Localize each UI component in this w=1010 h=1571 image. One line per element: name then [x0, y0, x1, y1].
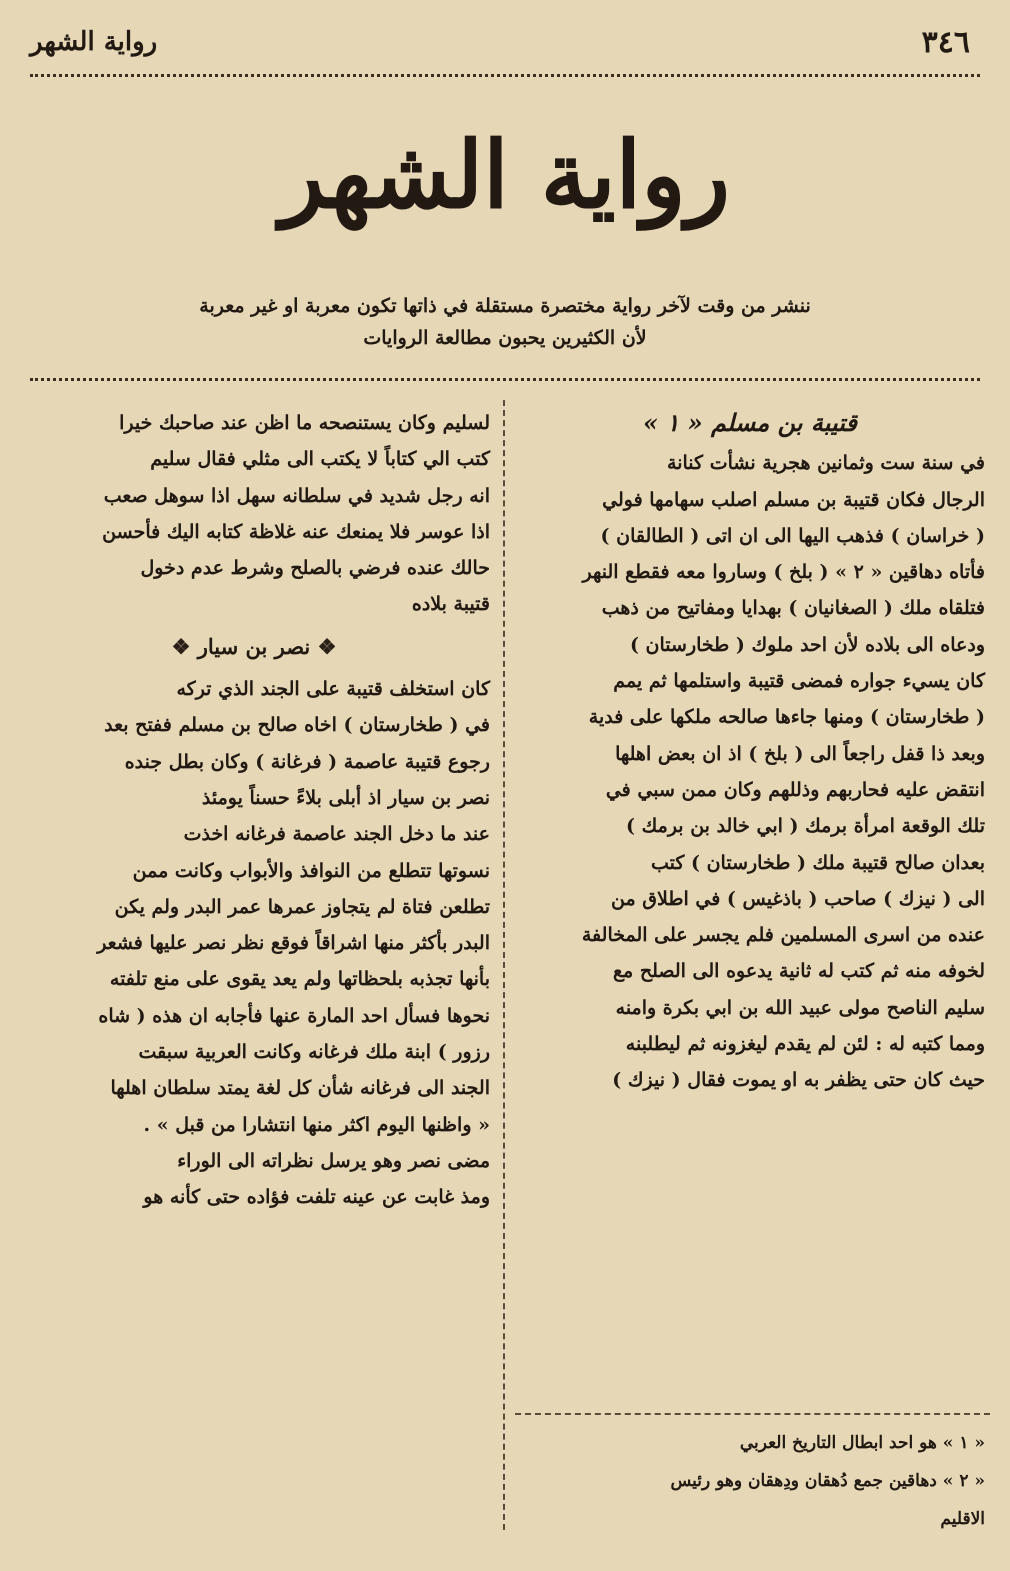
running-title: رواية الشهر: [30, 27, 158, 57]
text-line: عند ما دخل الجند عاصمة فرغانه اخذت: [183, 823, 490, 846]
text-line: رزور ) ابنة ملك فرغانه وكانت العربية سبقت: [138, 1041, 490, 1064]
text-line: كتب الي كتاباً لا يكتب الى مثلي فقال سليم: [150, 448, 490, 471]
left-column-text-a: [18, 405, 490, 623]
footnotes: [515, 1424, 985, 1538]
left-column-text-b: [18, 671, 490, 1215]
text-line: رجوع قتيبة عاصمة ( فرغانة ) وكان بطل جنده: [124, 750, 490, 773]
footnote: الاقليم: [940, 1509, 985, 1529]
page-header: [30, 22, 970, 62]
right-column: [515, 405, 985, 1099]
footnote: « ١ » هو احد ابطال التاريخ العربي: [739, 1433, 985, 1453]
text-line: وبعد ذا قفل راجعاً الى ( بلخ ) اذ ان بعض اهلها: [615, 742, 985, 765]
text-line: عنده من اسرى المسلمين فلم يجسر على المخالفة: [581, 924, 985, 947]
subtitle-line: لأن الكثيرين يحبون مطالعة الروايات: [363, 327, 647, 350]
page-number: ٣٤٦: [921, 24, 970, 60]
text-line: كان يسيء جواره فمضى قتيبة واستلمها ثم يمم: [613, 670, 985, 693]
text-line: لخوفه منه ثم كتب له ثانية يدعوه الى الصلح مع: [612, 960, 985, 983]
text-line: قتيبة بلاده: [411, 593, 490, 616]
section-title-qutaybah: قتيبة بن مسلم « ١ »: [643, 408, 857, 437]
ornament-icon: ❖: [171, 633, 191, 659]
text-line: انه رجل شديد في سلطانه سهل اذا سوهل صعب: [103, 484, 490, 507]
text-line: نحوها فسأل احد المارة عنها فأجابه ان هذه ( شاه: [98, 1004, 490, 1027]
text-line: نصر بن سيار اذ أبلى بلاءً حسناً يومئذ: [201, 786, 490, 809]
text-line: انتقض عليه فحاربهم وذللهم وكان ممن سبي في: [605, 778, 985, 801]
text-line: ( طخارستان ) ومنها جاءها صالحه ملكها على فدية: [588, 706, 985, 729]
text-line: فأتاه دهاقين « ٢ » ( بلخ ) وساروا معه فقطع النهر: [582, 561, 985, 584]
text-line: سليم الناصح مولى عبيد الله بن ابي بكرة وامنه: [615, 996, 985, 1019]
left-column: [18, 405, 490, 1216]
text-line: فتلقاه ملك ( الصغانيان ) بهدايا ومفاتيح من ذهب: [601, 597, 985, 620]
text-line: في ( طخارستان ) اخاه صالح بن مسلم ففتح بعد: [104, 714, 490, 737]
right-column-text: [515, 445, 985, 1098]
section-title-nasr: [18, 629, 490, 665]
text-line: في سنة ست وثمانين هجرية نشأت كنانة: [667, 452, 985, 475]
footnote: « ٢ » دهاقين جمع دُهقان ودِهقان وهو رئيس: [670, 1471, 985, 1491]
text-line: حيث كان حتى يظفر به او يموت فقال ( نيزك ): [612, 1069, 985, 1092]
text-line: البدر بأكثر منها اشراقاً فوقع نظر نصر عليها فشعر: [97, 932, 490, 955]
text-line: تلك الوقعة امرأة برمك ( ابي خالد بن برمك ): [626, 815, 985, 838]
header-dotted-rule: [30, 74, 980, 77]
section-title-text: نصر بن سيار: [197, 633, 311, 659]
text-line: الى ( نيزك ) صاحب ( باذغيس ) في اطلاق من: [611, 887, 985, 910]
text-line: « واظنها اليوم اكثر منها انتشارا من قبل » .: [143, 1113, 490, 1136]
subtitle-line: ننشر من وقت لآخر رواية مختصرة مستقلة في ذاتها تكون معربة او غير معربة: [199, 295, 811, 317]
subtitle-dotted-rule: [30, 378, 980, 381]
text-line: الجند الى فرغانه شأن كل لغة يمتد سلطان اهلها: [110, 1077, 490, 1100]
page-subtitle: [60, 290, 950, 355]
text-line: لسليم وكان يستنصحه ما اظن عند صاحبك خيرا: [119, 412, 490, 434]
ornament-icon: ❖: [310, 633, 337, 659]
text-line: كان استخلف قتيبة على الجند الذي تركه: [176, 678, 490, 701]
text-line: حالك عنده فرضي بالصلح وشرط عدم دخول: [140, 557, 490, 580]
text-line: بعدان صالح قتيبة ملك ( طخارستان ) كتب: [650, 851, 985, 874]
text-line: نسوتها تتطلع من النوافذ والأبواب وكانت ممن: [132, 859, 490, 882]
footnote-rule: [515, 1413, 990, 1415]
text-line: الرجال فكان قتيبة بن مسلم اصلب سهامها فولي: [602, 488, 985, 511]
text-line: ومذ غابت عن عينه تلفت فؤاده حتى كأنه هو: [143, 1186, 490, 1209]
page-title: رواية الشهر: [279, 121, 731, 229]
text-line: تطلعن فتاة لم يتجاوز عمرها عمر البدر ولم يكن: [114, 895, 490, 918]
text-line: ( خراسان ) فذهب اليها الى ان اتى ( الطالقان ): [600, 524, 985, 547]
text-line: اذا عوسر فلا يمنعك عنه غلاظة كتابه اليك فأحسن: [102, 520, 490, 543]
column-divider: [503, 400, 505, 1530]
text-line: مضى نصر وهو يرسل نظراته الى الوراء: [177, 1149, 490, 1172]
text-line: ومما كتبه له : لئن لم يقدم ليغزونه ثم ليطلبنه: [625, 1033, 985, 1056]
text-line: بأنها تجذبه بلحظاتها ولم يعد يقوى على منع تلفته: [109, 968, 490, 991]
text-line: ودعاه الى بلاده لأن احد ملوك ( طخارستان ): [629, 633, 985, 656]
